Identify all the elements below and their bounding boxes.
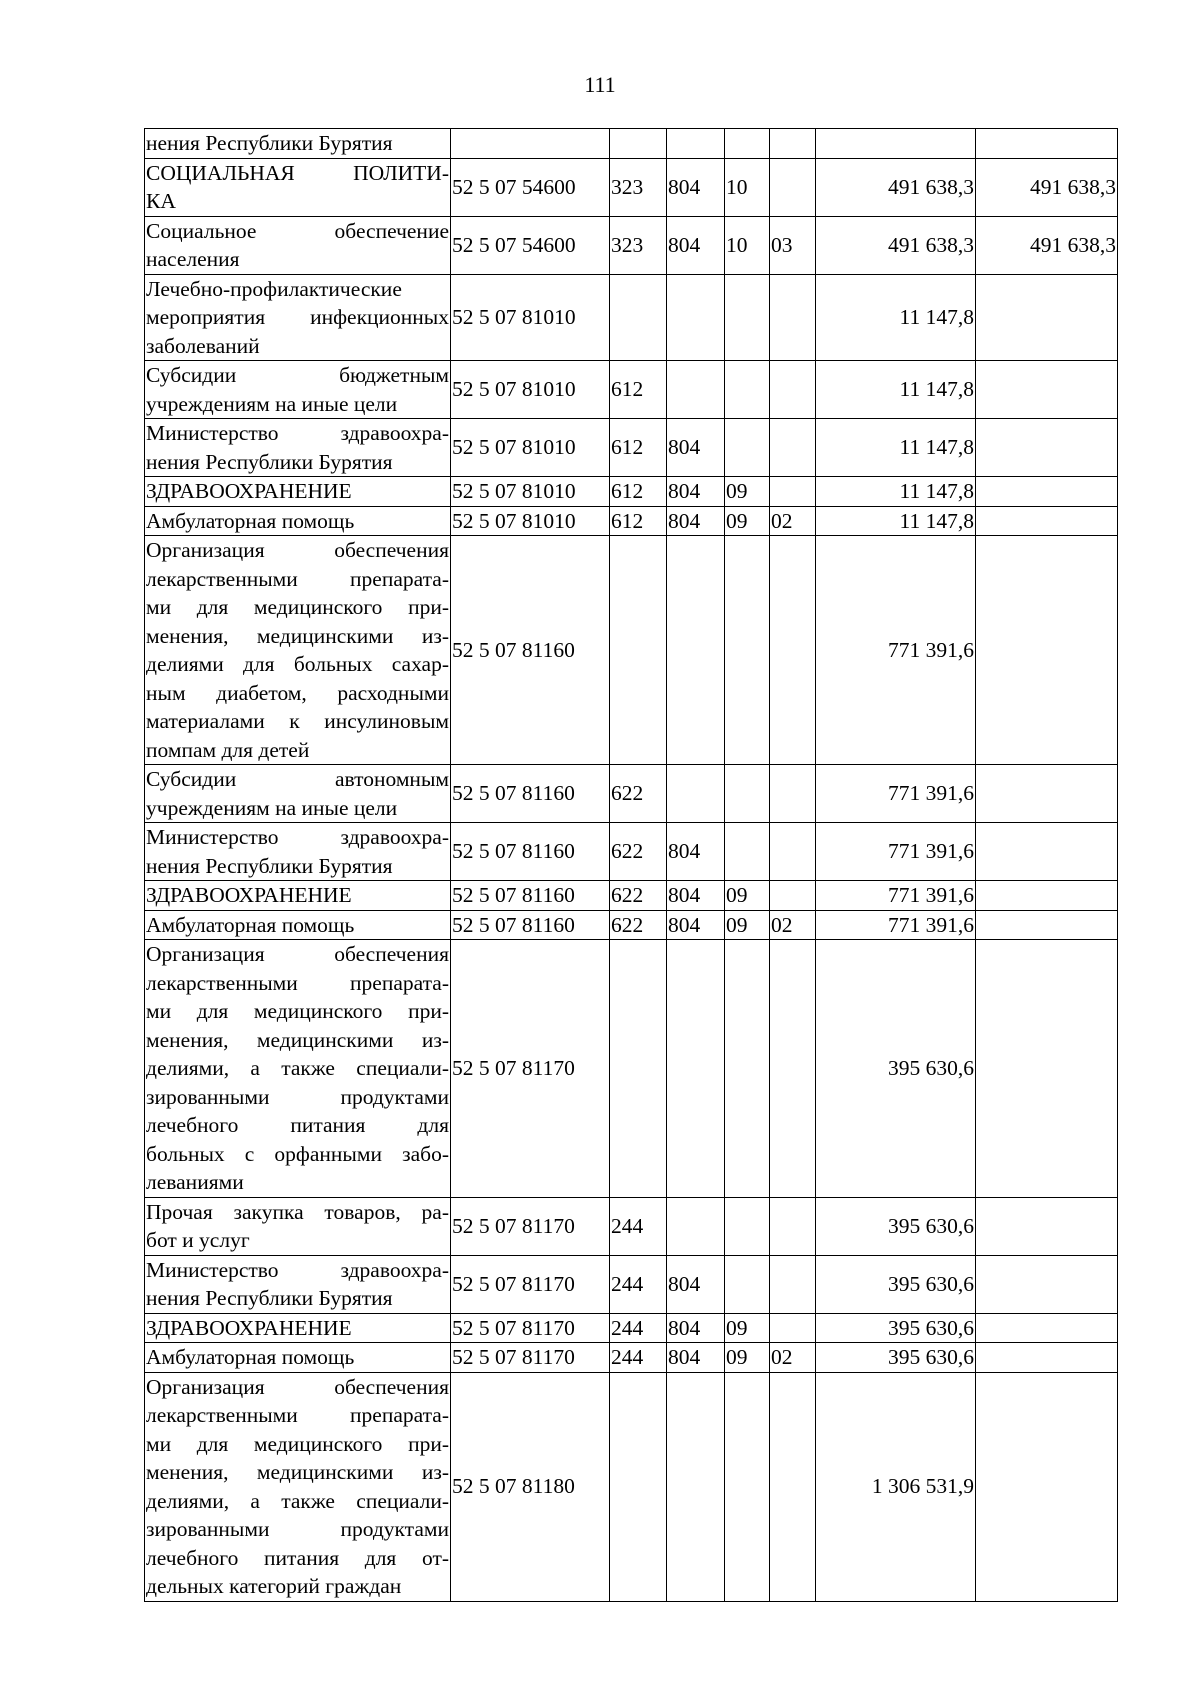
table-row [145, 129, 1118, 159]
chief-administrator-code: 804 [667, 477, 725, 507]
amount-federal [976, 477, 1118, 507]
target-article-code: 52 5 07 81160 [451, 823, 610, 881]
expense-type-code [610, 274, 667, 361]
target-article-code: 52 5 07 81160 [451, 910, 610, 940]
table-row [145, 1313, 1118, 1343]
row-name-line: заболеваний [146, 333, 260, 358]
expense-type-code: 244 [610, 1197, 667, 1255]
amount-federal [976, 361, 1118, 419]
row-name [145, 129, 451, 159]
target-article-code: 52 5 07 81170 [451, 1197, 610, 1255]
chief-administrator-code [667, 1372, 725, 1601]
expense-type-code [610, 940, 667, 1198]
row-name-line: лекарственными препарата- [146, 970, 449, 995]
table-row [145, 361, 1118, 419]
amount-total: 395 630,6 [816, 1255, 976, 1313]
chief-administrator-code: 804 [667, 823, 725, 881]
expense-type-code [610, 129, 667, 159]
expense-type-code [610, 536, 667, 765]
row-name-line: нения Республики Бурятия [146, 853, 393, 878]
row-name [145, 216, 451, 274]
table-row [145, 1372, 1118, 1601]
expense-type-code: 244 [610, 1343, 667, 1373]
expense-type-code: 622 [610, 823, 667, 881]
target-article-code: 52 5 07 81170 [451, 1255, 610, 1313]
target-article-code: 52 5 07 54600 [451, 216, 610, 274]
subsection-code [770, 1372, 816, 1601]
amount-federal [976, 506, 1118, 536]
target-article-code: 52 5 07 81170 [451, 1313, 610, 1343]
target-article-code: 52 5 07 81160 [451, 536, 610, 765]
row-name-line: Министерство здравоохра- [146, 421, 449, 445]
subsection-code: 02 [770, 506, 816, 536]
table-row [145, 823, 1118, 881]
target-article-code: 52 5 07 81160 [451, 881, 610, 911]
chief-administrator-code: 804 [667, 1343, 725, 1373]
row-name-line: нения Республики Бурятия [146, 449, 393, 474]
table-row [145, 419, 1118, 477]
chief-administrator-code: 804 [667, 1313, 725, 1343]
section-code: 09 [725, 1343, 770, 1373]
row-name-line: помпам для детей [146, 737, 310, 762]
target-article-code: 52 5 07 81160 [451, 765, 610, 823]
subsection-code: 03 [770, 216, 816, 274]
expense-type-code: 323 [610, 216, 667, 274]
row-name [145, 1255, 451, 1313]
row-name-line: Амбулаторная помощь [146, 1345, 355, 1369]
subsection-code: 02 [770, 910, 816, 940]
row-name-line: менения, медицинскими из- [146, 1027, 449, 1052]
row-name [145, 536, 451, 765]
chief-administrator-code: 804 [667, 910, 725, 940]
chief-administrator-code [667, 361, 725, 419]
table-row [145, 274, 1118, 361]
table-row [145, 216, 1118, 274]
chief-administrator-code [667, 536, 725, 765]
subsection-code [770, 940, 816, 1198]
expense-type-code: 622 [610, 765, 667, 823]
table-row [145, 477, 1118, 507]
row-name-line: делиями для больных сахар- [146, 652, 449, 676]
target-article-code: 52 5 07 81170 [451, 940, 610, 1198]
row-name [145, 274, 451, 361]
subsection-code [770, 274, 816, 361]
row-name-line: ЗДРАВООХРАНЕНИЕ [146, 479, 352, 503]
row-name-line: зированными продуктами [146, 1517, 449, 1541]
row-name-line: дельных категорий граждан [146, 1574, 402, 1598]
section-code [725, 129, 770, 159]
target-article-code: 52 5 07 81010 [451, 506, 610, 536]
amount-federal [976, 129, 1118, 159]
row-name [145, 1343, 451, 1373]
table-row [145, 1255, 1118, 1313]
expense-type-code: 622 [610, 910, 667, 940]
row-name-line: Лечебно-профилактические [146, 276, 402, 301]
section-code: 09 [725, 910, 770, 940]
chief-administrator-code: 804 [667, 419, 725, 477]
expense-type-code: 244 [610, 1255, 667, 1313]
amount-total: 771 391,6 [816, 910, 976, 940]
row-name-line: больных с орфанными забо- [146, 1141, 449, 1166]
section-code: 10 [725, 158, 770, 216]
subsection-code [770, 1313, 816, 1343]
row-name [145, 158, 451, 216]
amount-federal [976, 881, 1118, 911]
row-name [145, 477, 451, 507]
row-name-line: нения Республики Бурятия [146, 131, 393, 155]
row-name-line: Организация обеспечения [146, 942, 449, 966]
row-name-line: зированными продуктами [146, 1084, 449, 1109]
subsection-code [770, 1197, 816, 1255]
subsection-code [770, 158, 816, 216]
chief-administrator-code [667, 940, 725, 1198]
row-name-line: леваниями [146, 1170, 244, 1194]
row-name-line: ным диабетом, расходными [146, 680, 449, 705]
row-name-line: Социальное обеспечение [146, 218, 449, 243]
amount-total: 11 147,8 [816, 419, 976, 477]
subsection-code [770, 361, 816, 419]
row-name [145, 1313, 451, 1343]
row-name-line: ми для медицинского при- [146, 595, 449, 619]
amount-total: 491 638,3 [816, 216, 976, 274]
row-name-line: лекарственными препарата- [146, 566, 449, 591]
subsection-code [770, 765, 816, 823]
expense-type-code: 323 [610, 158, 667, 216]
row-name-line: ЗДРАВООХРАНЕНИЕ [146, 1315, 352, 1340]
section-code [725, 940, 770, 1198]
subsection-code [770, 1255, 816, 1313]
target-article-code: 52 5 07 81010 [451, 361, 610, 419]
budget-table [144, 128, 1118, 1602]
row-name-line: мероприятия инфекционных [146, 305, 449, 329]
row-name [145, 1372, 451, 1601]
row-name-line: Министерство здравоохра- [146, 1257, 449, 1282]
amount-federal: 491 638,3 [976, 158, 1118, 216]
amount-total: 11 147,8 [816, 361, 976, 419]
target-article-code [451, 129, 610, 159]
chief-administrator-code: 804 [667, 881, 725, 911]
row-name [145, 1197, 451, 1255]
section-code: 09 [725, 881, 770, 911]
target-article-code: 52 5 07 54600 [451, 158, 610, 216]
amount-total: 491 638,3 [816, 158, 976, 216]
row-name-line: материалами к инсулиновым [146, 709, 449, 733]
chief-administrator-code [667, 129, 725, 159]
expense-type-code: 622 [610, 881, 667, 911]
row-name-line: Субсидии бюджетным [146, 363, 449, 387]
subsection-code [770, 823, 816, 881]
amount-federal [976, 536, 1118, 765]
section-code [725, 1372, 770, 1601]
table-row [145, 940, 1118, 1198]
amount-total: 11 147,8 [816, 506, 976, 536]
chief-administrator-code [667, 274, 725, 361]
amount-federal [976, 940, 1118, 1198]
row-name-line: менения, медицинскими из- [146, 1460, 449, 1484]
table-row [145, 536, 1118, 765]
row-name-line: Министерство здравоохра- [146, 825, 449, 849]
section-code [725, 1255, 770, 1313]
row-name-line: лекарственными препарата- [146, 1403, 449, 1427]
chief-administrator-code: 804 [667, 158, 725, 216]
row-name [145, 823, 451, 881]
section-code [725, 419, 770, 477]
amount-total: 395 630,6 [816, 1197, 976, 1255]
expense-type-code [610, 1372, 667, 1601]
subsection-code [770, 536, 816, 765]
table-row [145, 506, 1118, 536]
row-name-line: учреждениям на иные цели [146, 795, 398, 820]
row-name-line: менения, медицинскими из- [146, 623, 449, 648]
row-name-line: СОЦИАЛЬНАЯ ПОЛИТИ- [146, 160, 449, 185]
chief-administrator-code: 804 [667, 1255, 725, 1313]
subsection-code: 02 [770, 1343, 816, 1373]
row-name-line: лечебного питания для от- [146, 1545, 449, 1570]
row-name-line: ЗДРАВООХРАНЕНИЕ [146, 883, 352, 907]
amount-federal [976, 1255, 1118, 1313]
table-row [145, 881, 1118, 911]
row-name [145, 506, 451, 536]
row-name-line: Организация обеспечения [146, 538, 449, 562]
section-code: 09 [725, 506, 770, 536]
row-name-line: населения [146, 247, 240, 271]
table-row [145, 1343, 1118, 1373]
amount-federal [976, 823, 1118, 881]
section-code [725, 823, 770, 881]
row-name-line: ми для медицинского при- [146, 1431, 449, 1456]
row-name [145, 910, 451, 940]
section-code [725, 536, 770, 765]
subsection-code [770, 129, 816, 159]
amount-total: 395 630,6 [816, 940, 976, 1198]
row-name [145, 881, 451, 911]
amount-total: 11 147,8 [816, 477, 976, 507]
row-name [145, 361, 451, 419]
row-name [145, 940, 451, 1198]
amount-total: 395 630,6 [816, 1313, 976, 1343]
table-row [145, 158, 1118, 216]
target-article-code: 52 5 07 81010 [451, 477, 610, 507]
section-code [725, 361, 770, 419]
row-name-line: Субсидии автономным [146, 767, 449, 791]
row-name [145, 765, 451, 823]
amount-total: 771 391,6 [816, 881, 976, 911]
amount-total: 771 391,6 [816, 823, 976, 881]
chief-administrator-code: 804 [667, 506, 725, 536]
target-article-code: 52 5 07 81010 [451, 419, 610, 477]
amount-federal: 491 638,3 [976, 216, 1118, 274]
amount-federal [976, 1372, 1118, 1601]
row-name-line: Амбулаторная помощь [146, 508, 355, 533]
amount-total: 395 630,6 [816, 1343, 976, 1373]
amount-total: 771 391,6 [816, 536, 976, 765]
amount-total [816, 129, 976, 159]
table-row [145, 910, 1118, 940]
section-code [725, 1197, 770, 1255]
row-name-line: Организация обеспечения [146, 1374, 449, 1399]
row-name-line: КА [146, 189, 176, 213]
section-code: 10 [725, 216, 770, 274]
expense-type-code: 612 [610, 361, 667, 419]
row-name-line: нения Республики Бурятия [146, 1286, 393, 1310]
section-code: 09 [725, 477, 770, 507]
row-name-line: делиями, а также специали- [146, 1056, 449, 1080]
amount-federal [976, 274, 1118, 361]
subsection-code [770, 419, 816, 477]
page-number: 111 [584, 72, 616, 97]
row-name-line: бот и услуг [146, 1228, 250, 1252]
amount-federal [976, 1197, 1118, 1255]
section-code: 09 [725, 1313, 770, 1343]
row-name [145, 419, 451, 477]
row-name-line: Прочая закупка товаров, ра- [146, 1199, 449, 1224]
target-article-code: 52 5 07 81170 [451, 1343, 610, 1373]
section-code [725, 765, 770, 823]
chief-administrator-code: 804 [667, 216, 725, 274]
table-row [145, 1197, 1118, 1255]
amount-federal [976, 1343, 1118, 1373]
chief-administrator-code [667, 1197, 725, 1255]
row-name-line: ми для медицинского при- [146, 999, 449, 1023]
expense-type-code: 244 [610, 1313, 667, 1343]
amount-federal [976, 765, 1118, 823]
expense-type-code: 612 [610, 506, 667, 536]
amount-total: 771 391,6 [816, 765, 976, 823]
amount-federal [976, 910, 1118, 940]
target-article-code: 52 5 07 81010 [451, 274, 610, 361]
amount-total: 11 147,8 [816, 274, 976, 361]
expense-type-code: 612 [610, 477, 667, 507]
expense-type-code: 612 [610, 419, 667, 477]
row-name-line: Амбулаторная помощь [146, 912, 355, 937]
row-name-line: делиями, а также специали- [146, 1488, 449, 1513]
amount-federal [976, 1313, 1118, 1343]
budget-table-body [145, 129, 1118, 1602]
row-name-line: учреждениям на иные цели [146, 391, 398, 416]
amount-federal [976, 419, 1118, 477]
chief-administrator-code [667, 765, 725, 823]
section-code [725, 274, 770, 361]
target-article-code: 52 5 07 81180 [451, 1372, 610, 1601]
subsection-code [770, 881, 816, 911]
subsection-code [770, 477, 816, 507]
row-name-line: лечебного питания для [146, 1113, 449, 1137]
amount-total: 1 306 531,9 [816, 1372, 976, 1601]
table-row [145, 765, 1118, 823]
